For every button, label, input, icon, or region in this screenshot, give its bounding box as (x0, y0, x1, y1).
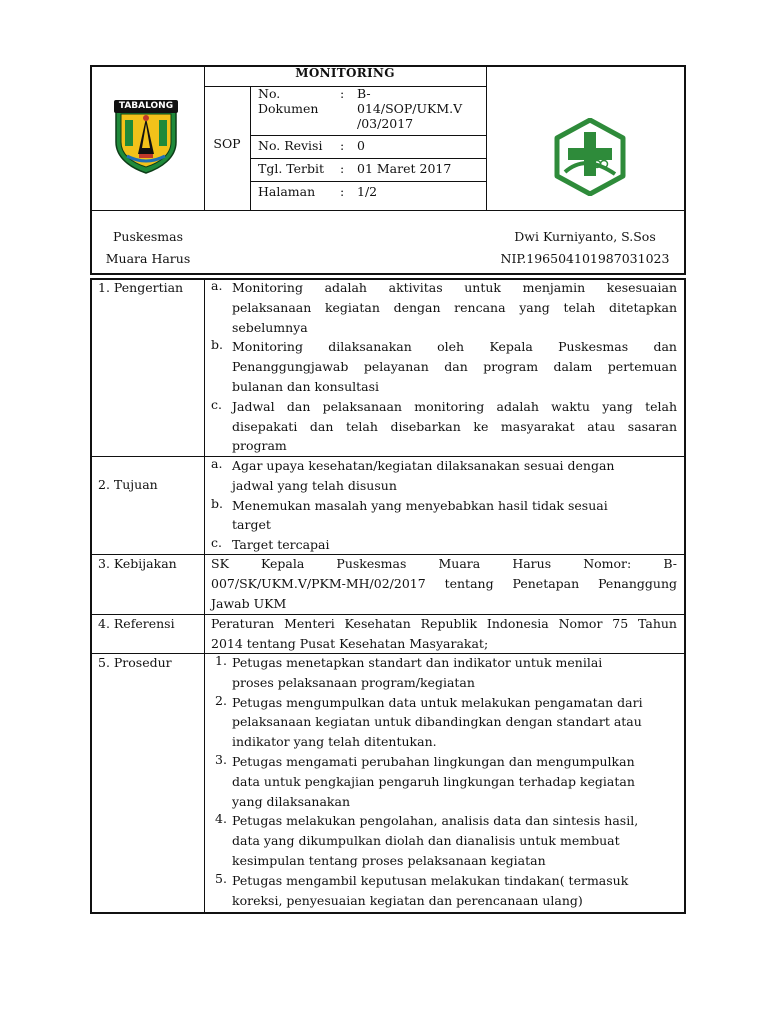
tabalong-crest-logo (111, 98, 181, 174)
crest-banner-text: TABALONG (114, 100, 178, 113)
header-divider-col3 (486, 65, 487, 210)
meta-value-tgl-terbit: 01 Maret 2017 (357, 161, 452, 176)
list-item-line: disepakati dan telah disebarkan ke masyarakat atau sasaran (232, 418, 677, 434)
list-item-line: jadwal yang telah disusun (232, 477, 397, 493)
meta-value-no-dokumen-2: 014/SOP/UKM.V (357, 101, 463, 116)
referensi-text (211, 614, 677, 654)
tujuan-list (211, 456, 677, 554)
section-label-referensi: 4. Referensi (98, 616, 175, 631)
list-item-line: pelaksanaan kegiatan dengan rencana yang telah ditetapkan (232, 299, 677, 315)
list-item-line: Petugas mengumpulkan data untuk melakukan pengamatan dari (232, 694, 643, 710)
list-item-line: Menemukan masalah yang menyebabkan hasil tidak sesuai (232, 497, 608, 513)
list-item-line: data yang dikumpulkan diolah dan dianalisis untuk membuat (232, 833, 620, 849)
list-item-line: Monitoring dilaksanakan oleh Kepala Puskesmas dan (232, 339, 677, 355)
puskesmas-logo (551, 118, 629, 196)
list-marker: b. (211, 337, 223, 353)
prosedur-list (215, 653, 679, 911)
body-border-left (90, 278, 92, 914)
section-label-tujuan: 2. Tujuan (98, 477, 158, 492)
title-row-divider (204, 86, 486, 87)
meta-value-no-dokumen-3: /03/2017 (357, 116, 414, 131)
list-item-line: Petugas mengambil keputusan melakukan tindakan( termasuk (232, 872, 629, 888)
sop-divider (250, 86, 251, 210)
list-item-line: Petugas menetapkan standart dan indikator untuk menilai (232, 655, 603, 670)
meta-row-divider-1 (250, 135, 486, 136)
meta-separator: : (340, 184, 345, 199)
header-lower-divider (90, 210, 686, 211)
org-name-line-1: Puskesmas (113, 229, 183, 244)
kebijakan-line: 007/SK/UKM.V/PKM-MH/02/2017 tentang Penetapan Penanggung (211, 575, 677, 591)
list-item-line: target (232, 517, 271, 533)
list-marker: 5. (215, 870, 227, 886)
meta-row-divider-2 (250, 158, 486, 159)
body-border-bottom (90, 912, 686, 914)
meta-label-no-dokumen-2: Dokumen (258, 101, 319, 116)
list-item-line: Monitoring adalah aktivitas untuk menjamin kesesuaian (232, 280, 677, 295)
section-label-pengertian: 1. Pengertian (98, 280, 184, 295)
signer-name: Dwi Kurniyanto, S.Sos (514, 229, 656, 244)
body-border-right (684, 278, 686, 914)
list-item-line: Jadwal dan pelaksanaan monitoring adalah waktu yang telah (232, 398, 677, 414)
meta-label-no-revisi: No. Revisi (258, 138, 323, 153)
meta-row-divider-3 (250, 181, 486, 182)
list-item-line: Agar upaya kesehatan/kegiatan dilaksanakan sesuai dengan (232, 458, 615, 473)
list-marker: c. (211, 396, 222, 412)
meta-value-no-dokumen-1: B- (357, 86, 371, 101)
list-marker: 2. (215, 692, 227, 708)
list-marker: a. (211, 278, 223, 293)
meta-label-no-dokumen-1: No. (258, 86, 281, 101)
list-item-line: program (232, 438, 287, 454)
list-item-line: indikator yang telah ditentukan. (232, 734, 437, 750)
list-item-line: Petugas mengamati perubahan lingkungan dan mengumpulkan (232, 754, 635, 769)
list-item-line: Target tercapai (232, 537, 330, 553)
meta-value-halaman: 1/2 (357, 184, 378, 199)
list-item-line: data untuk pengkajian pengaruh lingkungan terhadap kegiatan (232, 773, 635, 789)
list-item-line: Penanggungjawab pelayanan dan program dalam pertemuan (232, 359, 677, 375)
meta-value-no-revisi: 0 (357, 138, 365, 153)
section-label-kebijakan: 3. Kebijakan (98, 556, 177, 571)
list-item-line: kesimpulan tentang proses pelaksanaan kegiatan (232, 852, 546, 868)
org-name-line-2: Muara Harus (105, 251, 191, 266)
list-item-line: sebelumnya (232, 319, 308, 335)
signer-nip: NIP.196504101987031023 (500, 251, 670, 266)
pengertian-list (211, 278, 677, 456)
meta-separator: : (340, 138, 345, 153)
list-item-line: bulanan dan konsultasi (232, 378, 380, 394)
header-border-right (684, 65, 686, 275)
kebijakan-line: Jawab UKM (211, 595, 287, 611)
list-marker: 3. (215, 752, 227, 767)
kebijakan-text (211, 554, 677, 613)
meta-label-tgl-terbit: Tgl. Terbit (258, 161, 325, 176)
list-marker: a. (211, 456, 223, 471)
body-column-divider (204, 278, 205, 914)
page-title: MONITORING (295, 66, 395, 80)
list-marker: b. (211, 495, 223, 511)
header-border-bottom (90, 273, 686, 275)
list-marker: 4. (215, 811, 227, 827)
list-item-line: proses pelaksanaan program/kegiatan (232, 674, 475, 690)
section-label-prosedur: 5. Prosedur (98, 655, 172, 670)
referensi-line: 2014 tentang Pusat Kesehatan Masyarakat; (211, 635, 489, 651)
meta-separator: : (340, 86, 345, 101)
list-marker: c. (211, 535, 222, 551)
list-item-line: koreksi, penyesuaian kegiatan dan perencanaan ulang) (232, 892, 583, 908)
kebijakan-line: SK Kepala Puskesmas Muara Harus Nomor: B- (211, 556, 677, 571)
doc-type-label: SOP (213, 136, 241, 151)
list-marker: 1. (215, 653, 227, 668)
meta-label-halaman: Halaman (258, 184, 316, 199)
list-item-line: pelaksanaan kegiatan untuk dibandingkan dengan standart atau (232, 714, 642, 730)
meta-separator: : (340, 161, 345, 176)
referensi-line: Peraturan Menteri Kesehatan Republik Indonesia Nomor 75 Tahun (211, 616, 677, 631)
list-item-line: Petugas melakukan pengolahan, analisis data dan sintesis hasil, (232, 813, 639, 829)
list-item-line: yang dilaksanakan (232, 793, 351, 809)
